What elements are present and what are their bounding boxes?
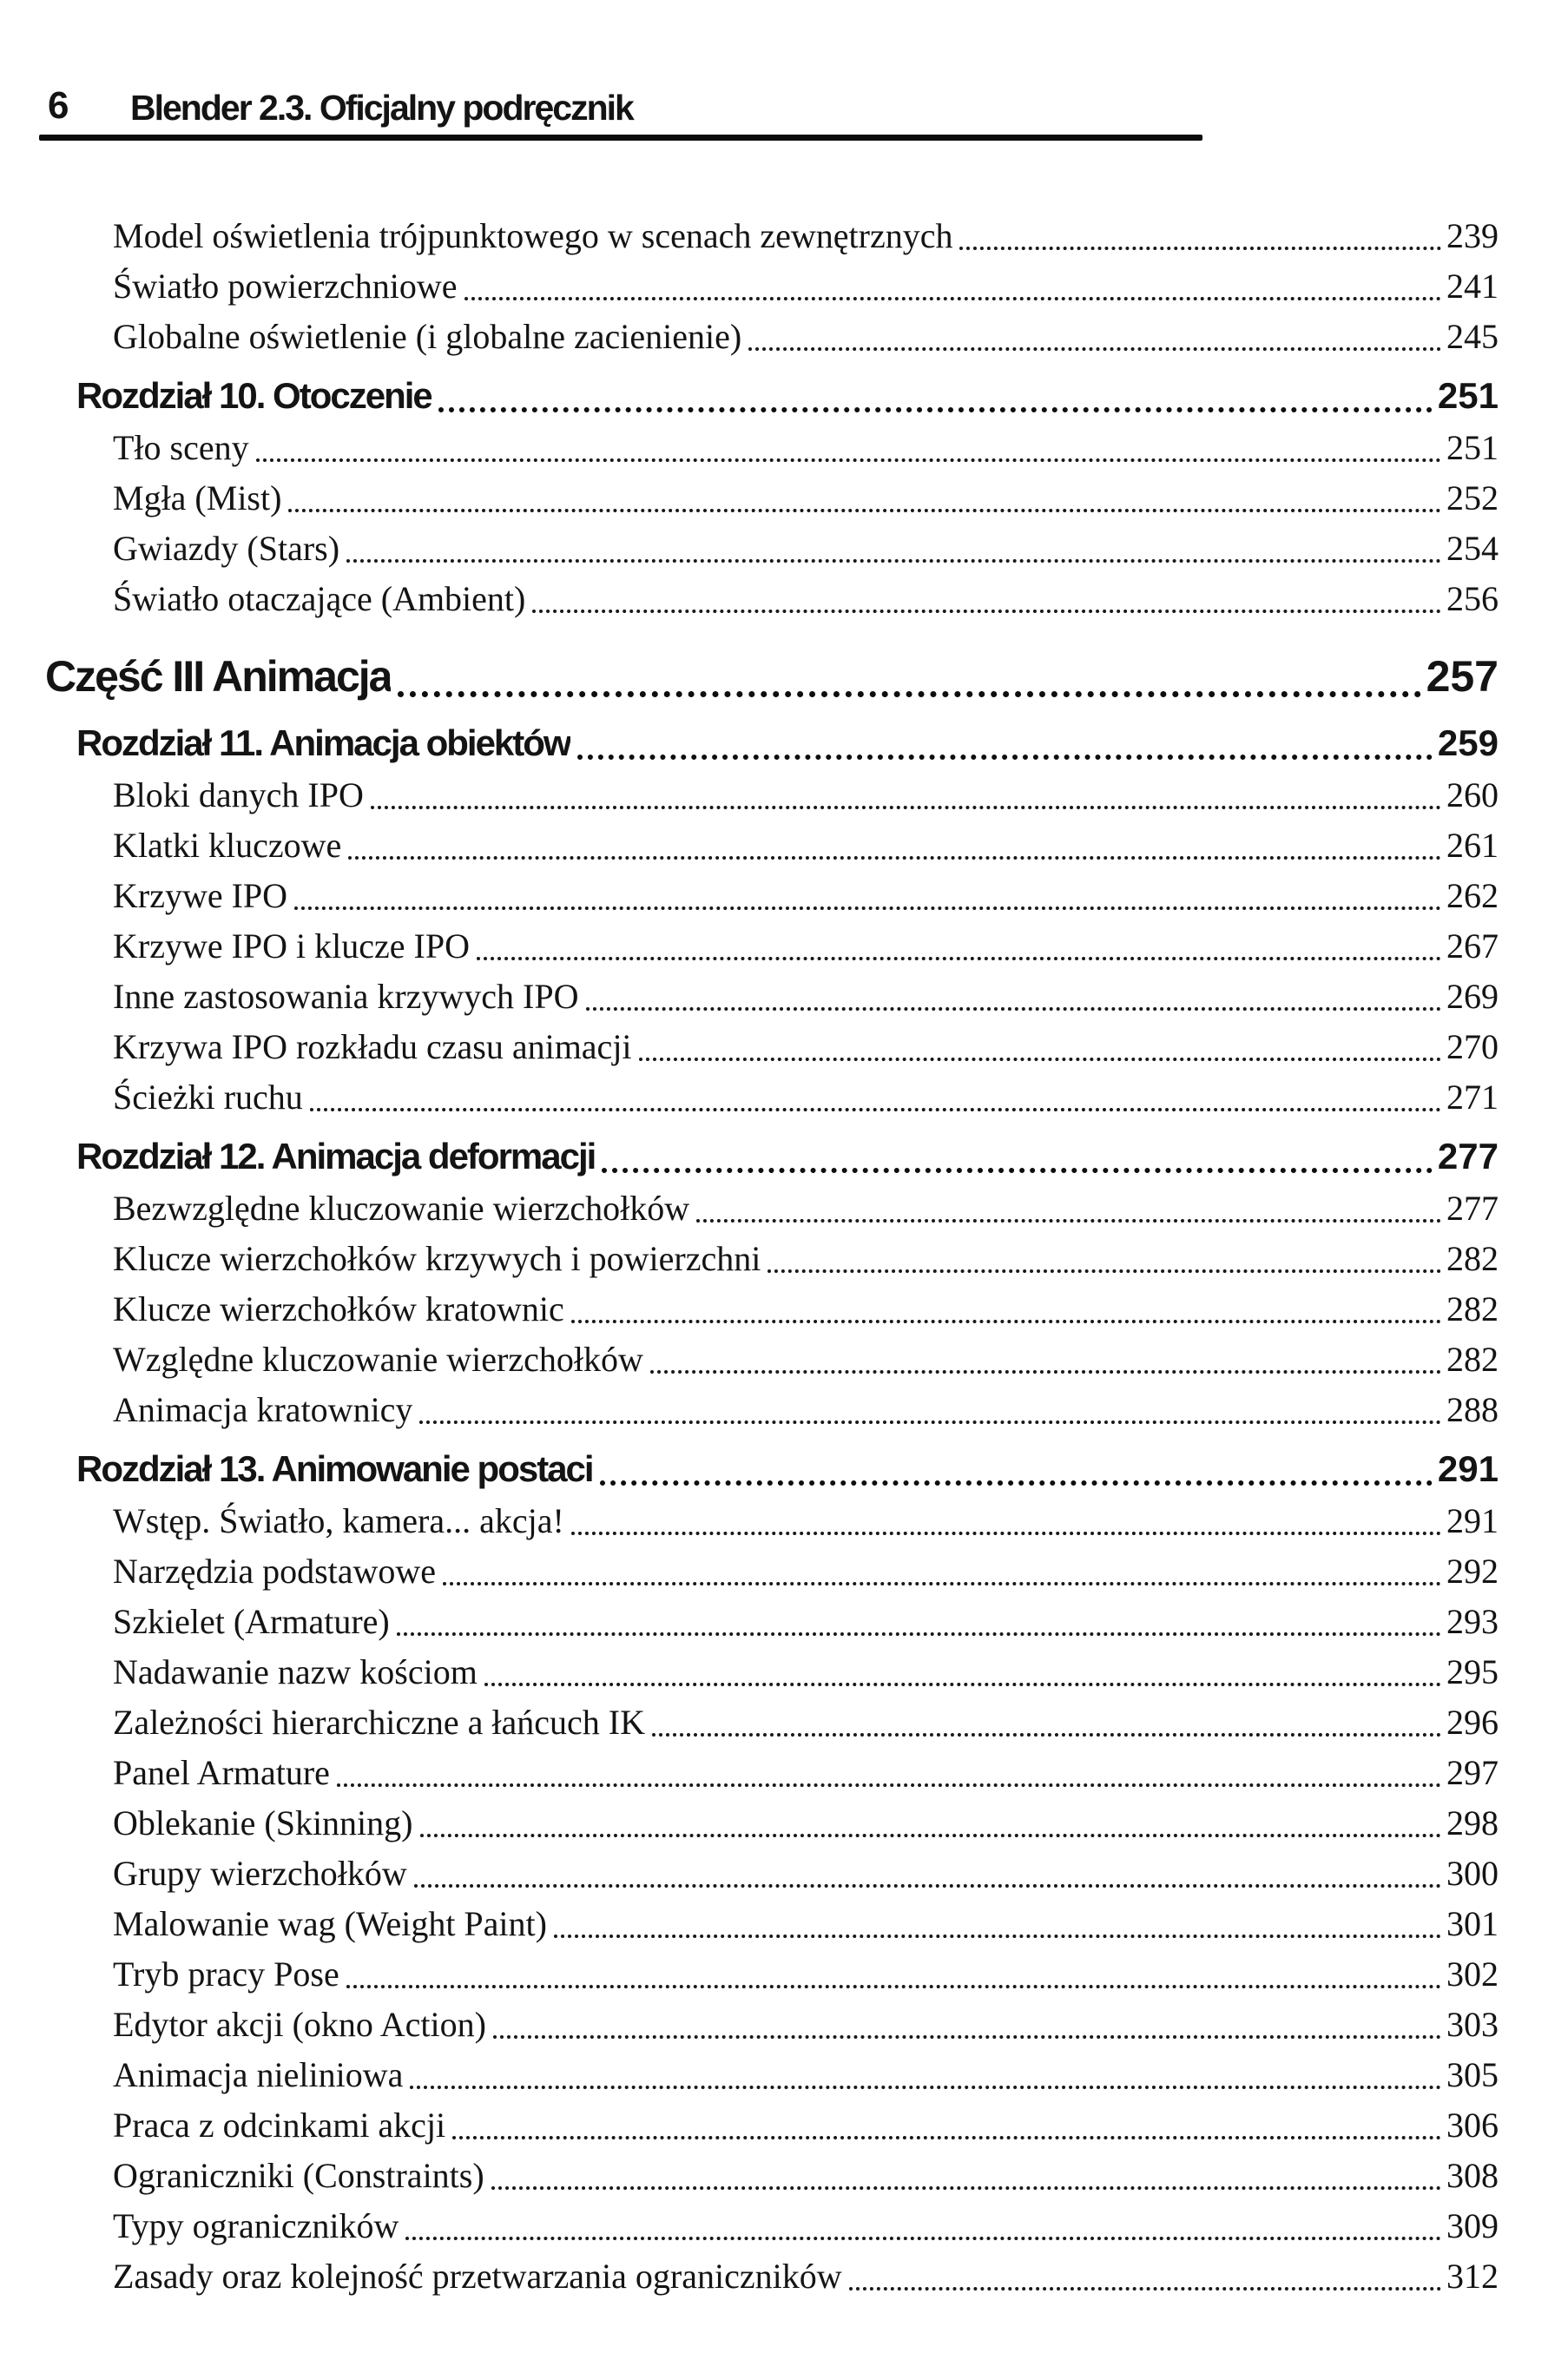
toc-entry-row — [43, 1183, 1499, 1234]
toc-chapter-page-number: 277 — [1437, 1136, 1499, 1177]
toc-entry-row — [43, 1647, 1499, 1697]
toc-entry-title: Wstęp. Światło, kamera... akcja! — [113, 1501, 564, 1540]
toc-entry-page-number: 282 — [1446, 1289, 1499, 1328]
toc-entry-title: Typy ograniczników — [113, 2206, 399, 2245]
toc-part-row — [43, 643, 1499, 709]
toc-part-title: Część III Animacja — [45, 652, 392, 701]
dot-leader — [405, 2237, 1441, 2240]
toc-entry-row — [43, 312, 1499, 362]
toc-entry-title: Mgła (Mist) — [113, 478, 282, 517]
dot-leader — [571, 1532, 1441, 1535]
toc-entry-page-number: 277 — [1446, 1189, 1499, 1228]
dot-leader — [532, 610, 1441, 613]
toc-entry-page-number: 245 — [1446, 317, 1499, 356]
dot-leader — [696, 1219, 1441, 1223]
toc-entry-row — [43, 972, 1499, 1022]
toc-entry-page-number: 270 — [1446, 1027, 1499, 1066]
toc-entry-row — [43, 871, 1499, 921]
dot-leader — [420, 1834, 1442, 1837]
toc-entry-title: Narzędzia podstawowe — [113, 1552, 437, 1591]
toc-entry-row — [43, 1949, 1499, 2000]
dot-leader — [294, 906, 1441, 910]
toc-entry-row — [43, 473, 1499, 524]
toc-entry-page-number: 269 — [1446, 977, 1499, 1016]
dot-leader — [477, 957, 1441, 960]
toc-entry-title: Krzywe IPO i klucze IPO — [113, 926, 470, 966]
dot-leader — [571, 1320, 1441, 1323]
toc-entry-page-number: 306 — [1446, 2106, 1499, 2145]
toc-entry-title: Malowanie wag (Weight Paint) — [113, 1904, 547, 1943]
toc-entry-title: Klucze wierzchołków kratownic — [113, 1289, 564, 1328]
toc-chapter-row — [43, 369, 1499, 423]
dot-leader — [443, 1582, 1441, 1585]
toc-entry-title: Edytor akcji (okno Action) — [113, 2005, 486, 2044]
dot-leader — [484, 1683, 1441, 1686]
toc-chapter-title: Rozdział 11. Animacja obiektów — [76, 722, 570, 763]
toc-entry-row — [43, 821, 1499, 871]
toc-entry-page-number: 254 — [1446, 529, 1499, 568]
dot-leader — [346, 559, 1441, 563]
page-number: 6 — [48, 84, 69, 127]
toc-chapter-row — [43, 1130, 1499, 1183]
toc-entry-title: Nadawanie nazw kościom — [113, 1652, 478, 1691]
header-rule — [39, 135, 1202, 141]
toc-entry-page-number: 292 — [1446, 1552, 1499, 1591]
toc-entry-row — [43, 1697, 1499, 1748]
toc-entry-title: Krzywe IPO — [113, 876, 288, 915]
toc-entry-page-number: 256 — [1446, 579, 1499, 618]
toc-entry-page-number: 309 — [1446, 2206, 1499, 2245]
toc-entry-page-number: 260 — [1446, 775, 1499, 814]
toc-entry-page-number: 295 — [1446, 1652, 1499, 1691]
dot-leader — [371, 806, 1441, 809]
dot-leader — [337, 1783, 1441, 1787]
toc-entry-title: Tryb pracy Pose — [113, 1954, 339, 1994]
toc-entry-row — [43, 1496, 1499, 1546]
toc-entry-row — [43, 1748, 1499, 1798]
toc-entry-title: Światło powierzchniowe — [113, 267, 458, 306]
dot-leader — [398, 691, 1420, 697]
toc-entry-row — [43, 524, 1499, 574]
toc-entry-page-number: 297 — [1446, 1753, 1499, 1792]
toc-part-page-number: 257 — [1426, 652, 1499, 701]
toc-entry-title: Panel Armature — [113, 1753, 330, 1792]
toc-chapter-page-number: 291 — [1437, 1448, 1499, 1489]
toc-entry-title: Światło otaczające (Ambient) — [113, 579, 526, 618]
toc-entry-title: Ścieżki ruchu — [113, 1078, 303, 1117]
toc-entry-title: Praca z odcinkami akcji — [113, 2106, 446, 2145]
toc-entry-row — [43, 574, 1499, 624]
toc-entry-row — [43, 770, 1499, 821]
toc-entry-row — [43, 1234, 1499, 1284]
toc-entry-page-number: 267 — [1446, 926, 1499, 966]
toc-entry-title: Zasady oraz kolejność przetwarzania ograniczników — [113, 2257, 842, 2296]
toc-entry-title: Bezwzględne kluczowanie wierzchołków — [113, 1189, 690, 1228]
toc-entry-title: Grupy wierzchołków — [113, 1854, 407, 1893]
toc-entry-row — [43, 211, 1499, 261]
toc-entry-row — [43, 2251, 1499, 2302]
dot-leader — [419, 1421, 1441, 1424]
dot-leader — [414, 1884, 1441, 1888]
dot-leader — [768, 1269, 1441, 1273]
toc-entry-row — [43, 423, 1499, 473]
toc-entry-page-number: 261 — [1446, 826, 1499, 865]
toc-entry-title: Inne zastosowania krzywych IPO — [113, 977, 579, 1016]
toc-entry-row — [43, 1284, 1499, 1335]
toc-entry-page-number: 312 — [1446, 2257, 1499, 2296]
dot-leader — [438, 407, 1433, 412]
toc-entry-row — [43, 2151, 1499, 2201]
toc-entry-row — [43, 1597, 1499, 1647]
toc-entry-page-number: 241 — [1446, 267, 1499, 306]
dot-leader — [464, 297, 1441, 300]
dot-leader — [288, 509, 1441, 512]
toc-entry-row — [43, 1385, 1499, 1435]
toc-entry-page-number: 252 — [1446, 478, 1499, 517]
toc-entry-title: Tło sceny — [113, 428, 249, 467]
toc-entry-row — [43, 2100, 1499, 2151]
toc-entry-title: Bloki danych IPO — [113, 775, 364, 814]
toc-entry-page-number: 239 — [1446, 216, 1499, 255]
toc-entry-row — [43, 1899, 1499, 1949]
toc-entry-page-number: 305 — [1446, 2055, 1499, 2094]
toc-chapter-row — [43, 716, 1499, 770]
dot-leader — [310, 1108, 1441, 1111]
toc-entry-row — [43, 921, 1499, 972]
toc-entry-row — [43, 261, 1499, 312]
dot-leader — [600, 1480, 1433, 1486]
toc-entry-title: Klatki kluczowe — [113, 826, 342, 865]
toc-entry-page-number: 296 — [1446, 1703, 1499, 1742]
toc-entry-page-number: 301 — [1446, 1904, 1499, 1943]
toc-chapter-title: Rozdział 10. Otoczenie — [76, 375, 432, 416]
toc-entry-title: Oblekanie (Skinning) — [113, 1803, 413, 1842]
toc-entry-page-number: 251 — [1446, 428, 1499, 467]
dot-leader — [586, 1007, 1441, 1011]
dot-leader — [602, 1168, 1433, 1173]
toc-entry-title: Ograniczniki (Constraints) — [113, 2156, 484, 2195]
toc-entry-page-number: 302 — [1446, 1954, 1499, 1994]
toc-entry-row — [43, 1849, 1499, 1899]
toc-entry-page-number: 282 — [1446, 1239, 1499, 1278]
toc-entry-title: Szkielet (Armature) — [113, 1602, 390, 1641]
dot-leader — [491, 2186, 1441, 2190]
dot-leader — [849, 2287, 1441, 2291]
dot-leader — [554, 1935, 1441, 1938]
toc-entry-row — [43, 2050, 1499, 2100]
toc-entry-page-number: 298 — [1446, 1803, 1499, 1842]
toc-entry-page-number: 293 — [1446, 1602, 1499, 1641]
toc-entry-title: Względne kluczowanie wierzchołków — [113, 1340, 643, 1379]
toc-chapter-page-number: 259 — [1437, 722, 1499, 763]
toc-entry-row — [43, 1546, 1499, 1597]
dot-leader — [397, 1632, 1441, 1636]
book-title: Blender 2.3. Oficjalny podręcznik — [130, 88, 633, 128]
toc-entry-row — [43, 2000, 1499, 2050]
toc-entry-title: Krzywa IPO rozkładu czasu animacji — [113, 1027, 632, 1066]
toc-entry-row — [43, 1798, 1499, 1849]
toc-entry-row — [43, 1022, 1499, 1072]
toc-entry-page-number: 303 — [1446, 2005, 1499, 2044]
dot-leader — [348, 856, 1441, 860]
toc-entry-title: Zależności hierarchiczne a łańcuch IK — [113, 1703, 645, 1742]
toc-chapter-title: Rozdział 12. Animacja deformacji — [76, 1136, 596, 1177]
toc-entry-title: Gwiazdy (Stars) — [113, 529, 340, 568]
dot-leader — [410, 2086, 1441, 2089]
toc-entry-title: Model oświetlenia trójpunktowego w scenach zewnętrznych — [113, 216, 953, 255]
toc-entry-title: Globalne oświetlenie (i globalne zacienienie) — [113, 317, 742, 356]
dot-leader — [452, 2136, 1441, 2139]
toc-entry-row — [43, 2201, 1499, 2251]
toc-entry-page-number: 291 — [1446, 1501, 1499, 1540]
toc-entry-page-number: 308 — [1446, 2156, 1499, 2195]
toc-chapter-page-number: 251 — [1437, 375, 1499, 416]
dot-leader — [346, 1985, 1441, 1988]
toc-entry-title: Klucze wierzchołków krzywych i powierzchni — [113, 1239, 761, 1278]
toc-chapter-title: Rozdział 13. Animowanie postaci — [76, 1448, 593, 1489]
dot-leader — [650, 1370, 1441, 1374]
table-of-contents — [43, 211, 1499, 2302]
toc-entry-title: Animacja kratownicy — [113, 1390, 413, 1429]
toc-entry-row — [43, 1072, 1499, 1123]
dot-leader — [639, 1058, 1441, 1061]
toc-entry-page-number: 262 — [1446, 876, 1499, 915]
dot-leader — [577, 755, 1433, 760]
toc-entry-page-number: 288 — [1446, 1390, 1499, 1429]
toc-entry-row — [43, 1335, 1499, 1385]
dot-leader — [748, 347, 1441, 351]
toc-chapter-row — [43, 1442, 1499, 1496]
toc-entry-page-number: 271 — [1446, 1078, 1499, 1117]
dot-leader — [652, 1733, 1441, 1737]
toc-entry-page-number: 300 — [1446, 1854, 1499, 1893]
toc-entry-title: Animacja nieliniowa — [113, 2055, 404, 2094]
dot-leader — [256, 458, 1441, 462]
toc-entry-page-number: 282 — [1446, 1340, 1499, 1379]
dot-leader — [959, 247, 1441, 250]
dot-leader — [493, 2035, 1441, 2039]
